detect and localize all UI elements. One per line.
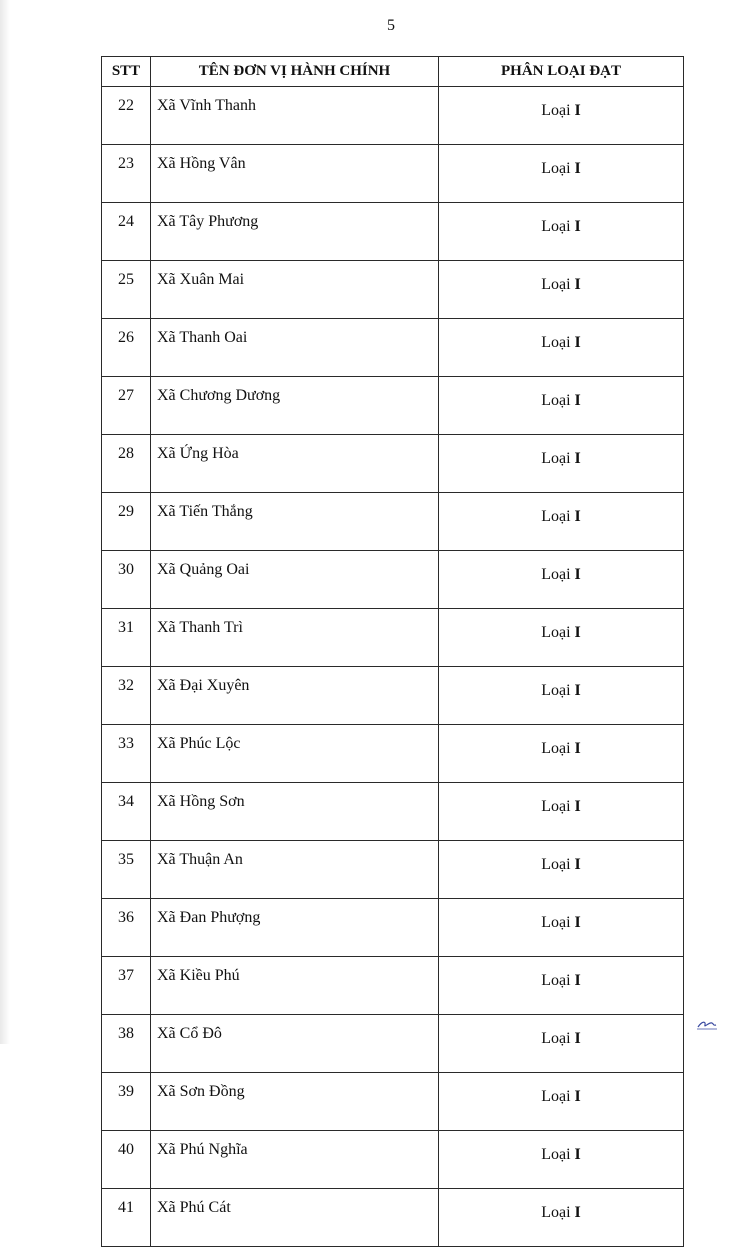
table-row — [102, 1189, 684, 1247]
table-row — [102, 1073, 684, 1131]
classification-word: Loại — [541, 160, 571, 177]
row-classification — [439, 145, 684, 203]
row-classification — [439, 377, 684, 435]
row-stt: 25 — [102, 261, 151, 319]
table-row — [102, 783, 684, 841]
row-unit-name: Xã Hồng Sơn — [151, 783, 439, 841]
table-row — [102, 899, 684, 957]
row-stt: 23 — [102, 145, 151, 203]
classification-word: Loại — [541, 218, 571, 235]
classification-word: Loại — [541, 624, 571, 641]
row-unit-name: Xã Kiều Phú — [151, 957, 439, 1015]
pen-signature-icon — [696, 1018, 718, 1034]
row-classification — [439, 493, 684, 551]
classification-grade: I — [574, 276, 581, 293]
row-stt: 26 — [102, 319, 151, 377]
row-classification — [439, 899, 684, 957]
classification-word: Loại — [541, 102, 571, 119]
row-classification — [439, 319, 684, 377]
classification-grade: I — [574, 856, 581, 873]
row-classification — [439, 841, 684, 899]
classification-word: Loại — [541, 798, 571, 815]
row-unit-name: Xã Tiến Thắng — [151, 493, 439, 551]
row-unit-name: Xã Tây Phương — [151, 203, 439, 261]
classification-word: Loại — [541, 740, 571, 757]
row-classification — [439, 261, 684, 319]
classification-word: Loại — [541, 566, 571, 583]
row-unit-name: Xã Phúc Lộc — [151, 725, 439, 783]
table-row — [102, 841, 684, 899]
classification-word: Loại — [541, 1088, 571, 1105]
row-stt: 22 — [102, 87, 151, 145]
row-stt: 27 — [102, 377, 151, 435]
header-stt: STT — [102, 57, 151, 87]
row-classification — [439, 783, 684, 841]
row-unit-name: Xã Quảng Oai — [151, 551, 439, 609]
classification-grade: I — [574, 1146, 581, 1163]
classification-word: Loại — [541, 508, 571, 525]
classification-grade: I — [574, 392, 581, 409]
table-row — [102, 319, 684, 377]
row-stt: 31 — [102, 609, 151, 667]
row-stt: 35 — [102, 841, 151, 899]
row-unit-name: Xã Phú Cát — [151, 1189, 439, 1247]
classification-word: Loại — [541, 856, 571, 873]
table-row — [102, 87, 684, 145]
classification-word: Loại — [541, 1146, 571, 1163]
table-row — [102, 377, 684, 435]
row-stt: 29 — [102, 493, 151, 551]
classification-grade: I — [574, 682, 581, 699]
row-unit-name: Xã Ứng Hòa — [151, 435, 439, 493]
header-row — [102, 57, 684, 87]
row-unit-name: Xã Đại Xuyên — [151, 667, 439, 725]
row-classification — [439, 1073, 684, 1131]
row-stt: 33 — [102, 725, 151, 783]
table-row — [102, 551, 684, 609]
header-unit-name: TÊN ĐƠN VỊ HÀNH CHÍNH — [151, 57, 439, 87]
table-row — [102, 609, 684, 667]
table-row — [102, 203, 684, 261]
administrative-units-table — [101, 56, 684, 1247]
row-unit-name: Xã Thanh Trì — [151, 609, 439, 667]
classification-grade: I — [574, 798, 581, 815]
row-stt: 24 — [102, 203, 151, 261]
classification-grade: I — [574, 1204, 581, 1221]
classification-word: Loại — [541, 972, 571, 989]
row-classification — [439, 725, 684, 783]
classification-grade: I — [574, 914, 581, 931]
page-edge-shadow — [0, 0, 10, 1044]
row-unit-name: Xã Xuân Mai — [151, 261, 439, 319]
classification-word: Loại — [541, 450, 571, 467]
classification-word: Loại — [541, 914, 571, 931]
table-header — [102, 57, 684, 87]
table-row — [102, 261, 684, 319]
row-unit-name: Xã Đan Phượng — [151, 899, 439, 957]
page-number: 5 — [387, 17, 395, 34]
classification-grade: I — [574, 218, 581, 235]
row-unit-name: Xã Cổ Đô — [151, 1015, 439, 1073]
classification-grade: I — [574, 160, 581, 177]
row-unit-name: Xã Hồng Vân — [151, 145, 439, 203]
row-stt: 30 — [102, 551, 151, 609]
row-stt: 39 — [102, 1073, 151, 1131]
row-unit-name: Xã Vĩnh Thanh — [151, 87, 439, 145]
classification-word: Loại — [541, 1030, 571, 1047]
row-stt: 40 — [102, 1131, 151, 1189]
row-classification — [439, 1189, 684, 1247]
row-classification — [439, 203, 684, 261]
row-stt: 34 — [102, 783, 151, 841]
table-row — [102, 145, 684, 203]
row-stt: 41 — [102, 1189, 151, 1247]
table-row — [102, 435, 684, 493]
row-classification — [439, 957, 684, 1015]
row-stt: 32 — [102, 667, 151, 725]
classification-grade: I — [574, 102, 581, 119]
classification-grade: I — [574, 450, 581, 467]
row-stt: 36 — [102, 899, 151, 957]
classification-word: Loại — [541, 276, 571, 293]
classification-grade: I — [574, 1030, 581, 1047]
row-classification — [439, 435, 684, 493]
classification-word: Loại — [541, 334, 571, 351]
row-unit-name: Xã Sơn Đồng — [151, 1073, 439, 1131]
table-body — [102, 87, 684, 1247]
row-stt: 38 — [102, 1015, 151, 1073]
classification-grade: I — [574, 624, 581, 641]
row-classification — [439, 1131, 684, 1189]
table-row — [102, 1131, 684, 1189]
classification-word: Loại — [541, 392, 571, 409]
row-unit-name: Xã Thuận An — [151, 841, 439, 899]
classification-grade: I — [574, 740, 581, 757]
table-row — [102, 725, 684, 783]
row-classification — [439, 609, 684, 667]
classification-grade: I — [574, 566, 581, 583]
table-row — [102, 957, 684, 1015]
row-stt: 37 — [102, 957, 151, 1015]
row-unit-name: Xã Chương Dương — [151, 377, 439, 435]
classification-word: Loại — [541, 1204, 571, 1221]
row-unit-name: Xã Thanh Oai — [151, 319, 439, 377]
classification-grade: I — [574, 508, 581, 525]
row-classification — [439, 87, 684, 145]
classification-word: Loại — [541, 682, 571, 699]
classification-grade: I — [574, 334, 581, 351]
row-stt: 28 — [102, 435, 151, 493]
row-classification — [439, 667, 684, 725]
row-classification — [439, 551, 684, 609]
classification-grade: I — [574, 972, 581, 989]
row-unit-name: Xã Phú Nghĩa — [151, 1131, 439, 1189]
table-row — [102, 667, 684, 725]
table-row — [102, 493, 684, 551]
classification-grade: I — [574, 1088, 581, 1105]
header-classification: PHÂN LOẠI ĐẠT — [439, 57, 684, 87]
